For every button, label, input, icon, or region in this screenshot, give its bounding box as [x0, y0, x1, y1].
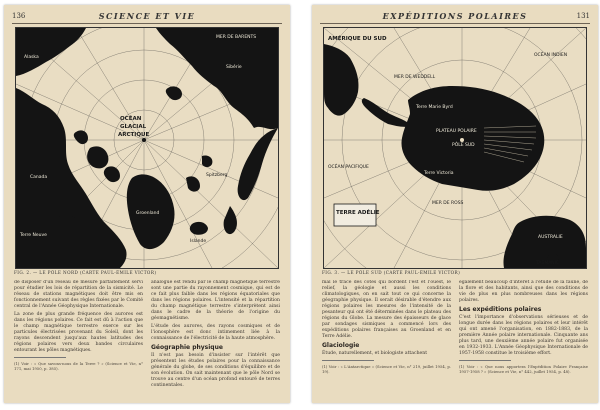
map-label: Groenland [136, 211, 160, 216]
paragraph: C'est l'importance d'observations sérieuses et de longue durée dans les régions polaires et leur intérêt qui ont amené l'organisation, en 1882-1883, de la première Année polaire internationale. Cinquante ans plus tard, une deuxième année polaire fut organisée en 1932-1933. L'Année Géophysique Internationale de 1957-1958 constitue le troisième effort. [459, 315, 588, 356]
text-columns [322, 280, 588, 398]
text-columns [14, 280, 280, 398]
map-label: PÔLE SUD [452, 143, 475, 148]
footnote-separator [14, 357, 66, 358]
page-number: 131 [576, 12, 590, 20]
text-column-2 [459, 280, 588, 398]
paragraph: analogue est rendu par le champ magnétique terrestre sont une partie du rayonnement cosmique, qui est de ce fait plus faible dans les régions équatoriales que dans les régions polaires. L'intensité et la répartition du champ magnétique terrestre s'interprètent ainsi dans le cadre de la théorie de l'origine du géomagnétisme. [151, 280, 280, 321]
header-rule [320, 23, 590, 24]
map-label: Terre Marie Byrd [416, 105, 453, 110]
section-heading: Les expéditions polaires [459, 306, 542, 313]
right-page-header [320, 10, 590, 22]
map-label: OCÉAN [120, 116, 142, 122]
south-pole-map [323, 27, 587, 269]
footnote-separator [322, 360, 374, 361]
map-label: AMÉRIQUE DU SUD [328, 36, 387, 42]
footnote-separator [459, 360, 511, 361]
map-label: MER DE ROSS [432, 201, 464, 206]
map-label: AUSTRALIE [538, 235, 563, 240]
figure-caption: FIG. 2. — LE PÔLE NORD (CARTE PAUL-ÉMILE VICTOR) [14, 270, 157, 275]
footnote: (1) Voir : « Que nous apportera l'Expédition Polaire Française 1957-1958 ? » (Science et Vie, n° 442, juillet 1954, p. 48). [459, 363, 588, 374]
north-pole-map [15, 27, 279, 269]
text-column-1 [322, 280, 451, 398]
text-column-2 [151, 280, 280, 398]
map-label: PLATEAU POLAIRE [436, 129, 477, 134]
map-label: MER DE WEDDELL [394, 75, 436, 80]
section-heading: Glaciologie [322, 342, 360, 349]
footnote: (1) Voir : « L'Antarctique » (Science et Vie, n° 219, juillet 1954, p. 19). [322, 363, 451, 374]
header-rule [12, 23, 282, 24]
map-label: Islande [190, 239, 207, 244]
map-label: Terre Victoria [424, 171, 454, 176]
map-label: ARCTIQUE [118, 132, 150, 138]
paragraph: de disposer d'un réseau de mesure parfaitement servi pour étudier les lois de répartition de la sismicité. Le réseau de stations magnétiques doit être mis en fonctionnement suivant des règles fixées par le Comité central de l'Année Géophysique Internationale. [14, 280, 143, 309]
text-column-1 [14, 280, 143, 398]
paragraph: Il n'est pas besoin d'insister sur l'intérêt que présentent les études polaires pour la connaissance générale du globe, de ses conditions d'équilibre et de son évolution. On sait maintenant que le pôle Nord se trouve au centre d'un océan profond entouré de terres continentales. [151, 353, 280, 388]
map-label: OCÉAN INDIEN [534, 53, 568, 58]
right-page [312, 5, 598, 403]
map-label: Sibérie [226, 65, 242, 70]
map-label: Terre Neuve [20, 233, 47, 238]
map-label: OCÉAN PACIFIQUE [328, 165, 369, 170]
paragraph: mal le tracé des côtes qui bordent l'est et l'ouest, le relief, la géologie et aussi les conditions climatologiques, on en sait tout ce qui concerne la géographie physique. Il serait désirable d'étendre aux régions polaires les mesures de l'intensité de la pesanteur qui ont été déterminées dans le plateau des régions du Globe. La mesure des épaisseurs de glace par sondages sismiques a commencé lors des expéditions polaires françaises au Groenland et en Terre Adélie. [322, 280, 451, 339]
map-label: Spitzberg [206, 173, 228, 178]
left-page [4, 5, 290, 403]
section-heading: Géographie physique [151, 344, 223, 351]
map-label: TASMANIE [536, 261, 559, 266]
running-title: SCIENCE ET VIE [98, 11, 196, 21]
paragraph: L'étude des aurores, des rayons cosmiques et de l'ionosphère est donc intimement liée à la connaissance de l'électricité de la haute atmosphère. [151, 324, 280, 341]
paragraph: Étude, naturellement, et biologiste attachent [322, 351, 428, 356]
footnote: (1) Voir : « Que savons-nous de la Terre ? » (Science et Vie, n° 171, mai 1950, p. 385). [14, 360, 143, 371]
figure-caption: FIG. 3. — LE PÔLE SUD (CARTE PAUL-ÉMILE VICTOR) [322, 270, 461, 275]
map-label: GLACIAL [120, 124, 147, 130]
paragraph: également beaucoup d'intérêt à l'étude de la faune, de la flore et des habitants, ainsi que des conditions de vie de plus en plus nombreuses dans les régions polaires. [459, 280, 588, 303]
running-title: EXPÉDITIONS POLAIRES [382, 11, 528, 21]
map-label: Alaska [24, 55, 39, 60]
map-label: Canada [30, 175, 48, 180]
left-page-header [12, 10, 282, 22]
paragraph: La zone de plus grande fréquence des aurores est dans les régions polaires. Ce fait est dû à l'action que le champ magnétique terrestre exerce sur les particules électrisées provenant du Soleil, dont les rayons descendent jusqu'aux hautes latitudes des régions polaires vers deux bandes circulaires entourant les pôles magnétiques. [14, 312, 143, 353]
map-label: MER DE BARENTS [216, 35, 257, 40]
page-number: 136 [12, 12, 26, 20]
map-label: TERRE ADÉLIE [336, 210, 380, 216]
